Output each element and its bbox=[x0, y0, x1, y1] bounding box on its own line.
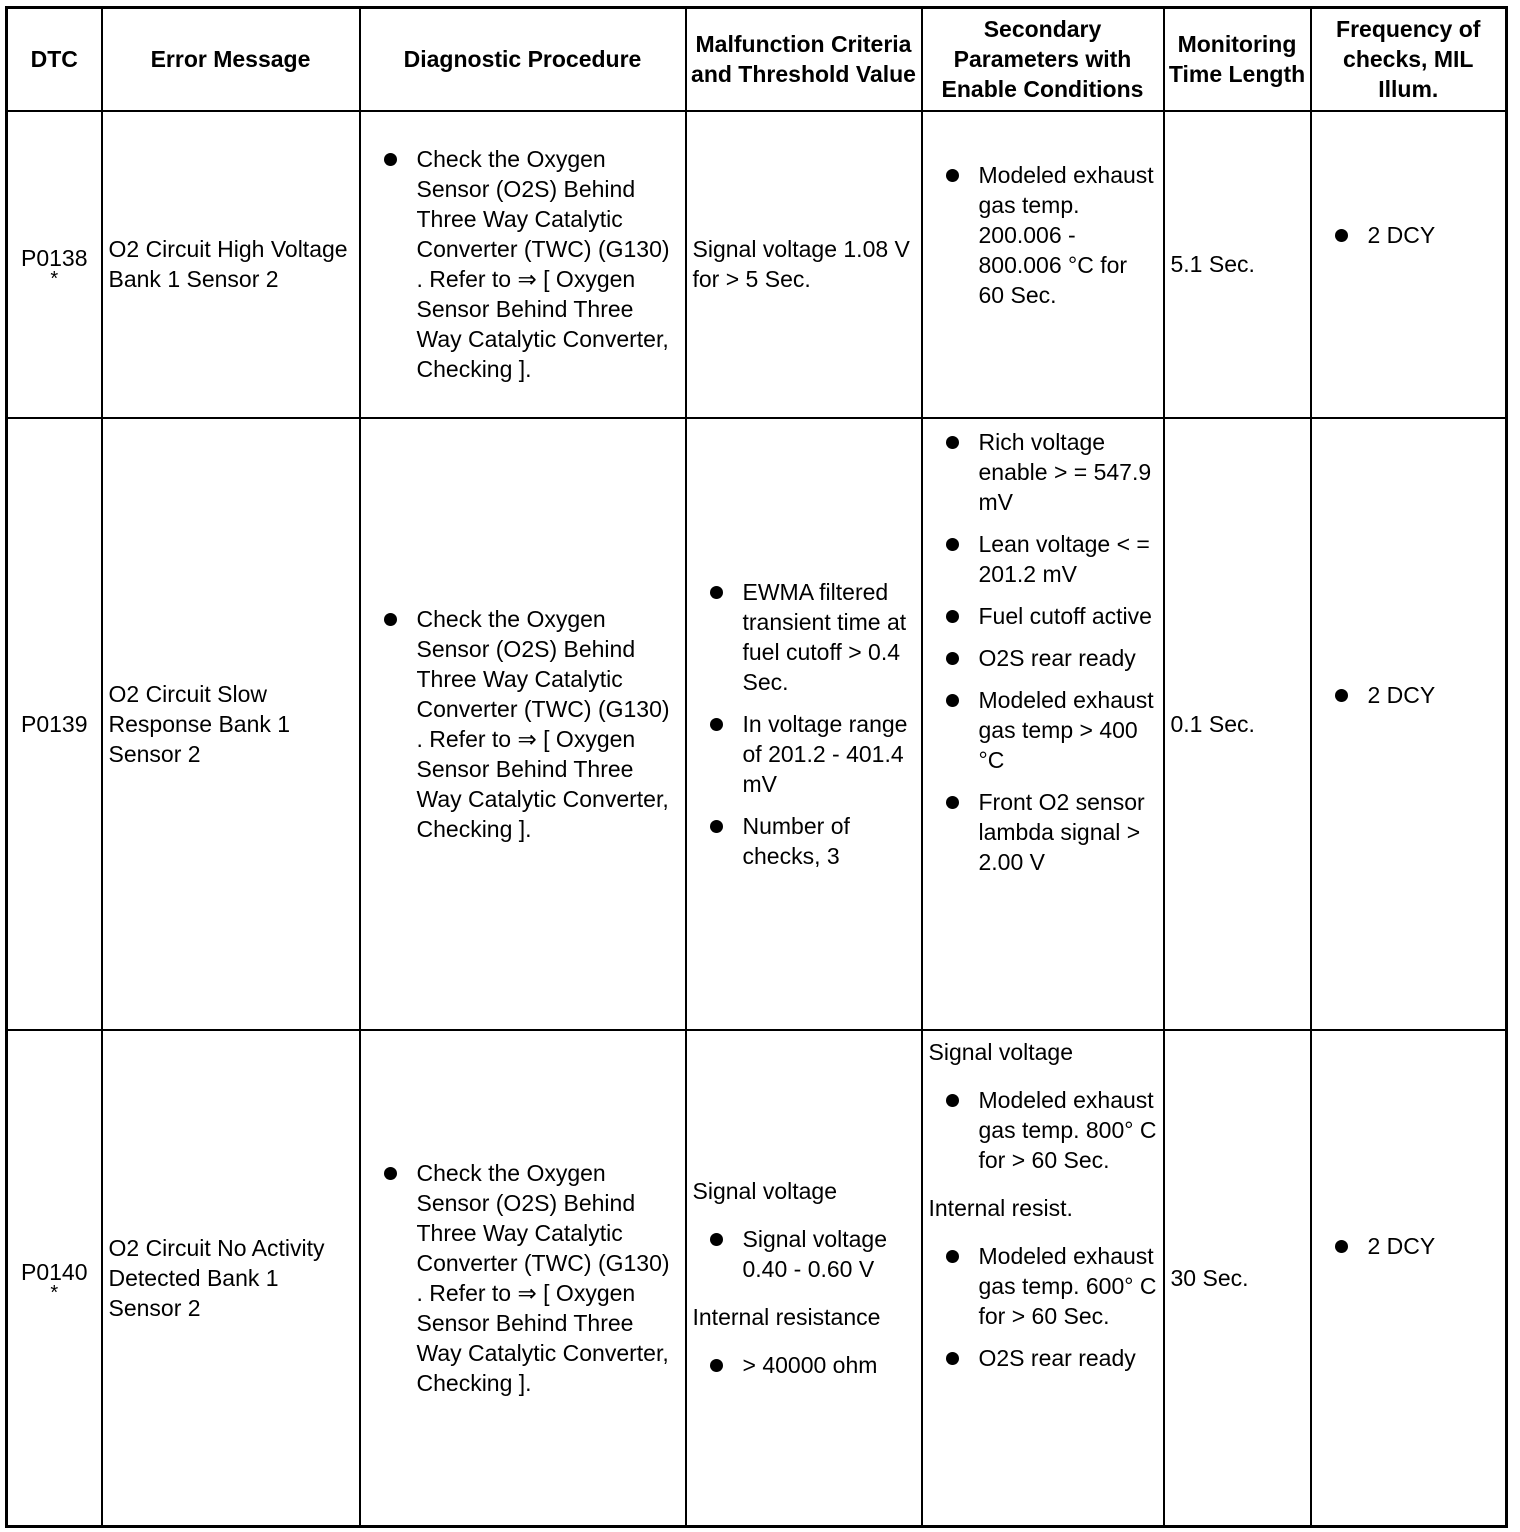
criteria-label: Internal resistance bbox=[692, 1303, 881, 1330]
frequency-item: 2 DCY bbox=[1318, 1231, 1500, 1261]
secondary-parameters-cell bbox=[922, 418, 1164, 1030]
procedure-item: Check the Oxygen Sensor (O2S) Behind Three Way Catalytic Converter (TWC) (G130) . Refer to ⇒ [ Oxygen Sensor Behind Three Way Catalytic Converter, Checking ]. bbox=[367, 144, 679, 384]
dtc-code-cell bbox=[7, 418, 102, 1030]
header-monitoring-time: Monitoring Time Length bbox=[1164, 8, 1311, 111]
criteria-item: EWMA filtered transient time at fuel cutoff > 0.4 Sec. bbox=[693, 577, 915, 697]
secondary-item: Modeled exhaust gas temp. 800° C for > 60 Sec. bbox=[929, 1085, 1157, 1175]
criteria-item: Signal voltage 0.40 - 0.60 V bbox=[693, 1224, 915, 1284]
dtc-table bbox=[5, 6, 1508, 1528]
procedure-item: Check the Oxygen Sensor (O2S) Behind Three Way Catalytic Converter (TWC) (G130) . Refer to ⇒ [ Oxygen Sensor Behind Three Way Catalytic Converter, Checking ]. bbox=[367, 1158, 679, 1398]
table-row bbox=[7, 1030, 1507, 1527]
secondary-parameters-cell bbox=[922, 1030, 1164, 1527]
criteria-item: In voltage range of 201.2 - 401.4 mV bbox=[693, 709, 915, 799]
dtc-code: P0138 bbox=[20, 245, 88, 271]
monitoring-time: 30 Sec. bbox=[1164, 1030, 1311, 1527]
header-dtc: DTC bbox=[7, 8, 102, 111]
monitoring-time: 5.1 Sec. bbox=[1164, 111, 1311, 418]
dtc-code-cell bbox=[7, 111, 102, 418]
header-diagnostic-procedure: Diagnostic Procedure bbox=[360, 8, 686, 111]
dtc-code-cell bbox=[7, 1030, 102, 1527]
header-malfunction-criteria: Malfunction Criteria and Threshold Value bbox=[686, 8, 922, 111]
secondary-item: Modeled exhaust gas temp. 200.006 - 800.006 °C for 60 Sec. bbox=[929, 160, 1157, 310]
secondary-item: Fuel cutoff active bbox=[929, 601, 1157, 631]
header-error-message: Error Message bbox=[102, 8, 360, 111]
error-message: O2 Circuit Slow Response Bank 1 Sensor 2 bbox=[102, 418, 360, 1030]
secondary-parameters-cell bbox=[922, 111, 1164, 418]
secondary-label: Internal resist. bbox=[928, 1194, 1073, 1221]
frequency-cell bbox=[1311, 418, 1507, 1030]
diagnostic-procedure-cell bbox=[360, 1030, 686, 1527]
frequency-cell bbox=[1311, 111, 1507, 418]
error-message: O2 Circuit No Activity Detected Bank 1 Sensor 2 bbox=[102, 1030, 360, 1527]
dtc-asterisk: * bbox=[50, 1281, 59, 1304]
dtc-code: P0140 bbox=[20, 1258, 88, 1285]
criteria-cell bbox=[686, 418, 922, 1030]
secondary-item: Front O2 sensor lambda signal > 2.00 V bbox=[929, 787, 1157, 877]
frequency-cell bbox=[1311, 1030, 1507, 1527]
secondary-item: Lean voltage < = 201.2 mV bbox=[929, 529, 1157, 589]
secondary-item: Modeled exhaust gas temp > 400 °C bbox=[929, 685, 1157, 775]
dtc-code: P0139 bbox=[20, 710, 88, 737]
table-row bbox=[7, 418, 1507, 1030]
diagnostic-procedure-cell bbox=[360, 418, 686, 1030]
secondary-label: Signal voltage bbox=[928, 1038, 1073, 1065]
criteria-item: > 40000 ohm bbox=[693, 1350, 915, 1380]
procedure-item: Check the Oxygen Sensor (O2S) Behind Three Way Catalytic Converter (TWC) (G130) . Refer to ⇒ [ Oxygen Sensor Behind Three Way Catalytic Converter, Checking ]. bbox=[367, 604, 679, 844]
secondary-item: Rich voltage enable > = 547.9 mV bbox=[929, 427, 1157, 517]
diagnostic-procedure-cell bbox=[360, 111, 686, 418]
table-row bbox=[7, 111, 1507, 418]
secondary-item: O2S rear ready bbox=[929, 643, 1157, 673]
frequency-item: 2 DCY bbox=[1318, 220, 1500, 250]
criteria-item: Number of checks, 3 bbox=[693, 811, 915, 871]
criteria-label: Signal voltage bbox=[692, 1177, 837, 1204]
header-row bbox=[7, 8, 1507, 111]
header-secondary-parameters: Secondary Parameters with Enable Conditions bbox=[922, 8, 1164, 111]
frequency-item: 2 DCY bbox=[1318, 680, 1500, 710]
criteria-cell bbox=[686, 1030, 922, 1527]
secondary-item: O2S rear ready bbox=[929, 1343, 1157, 1373]
dtc-asterisk: * bbox=[50, 268, 59, 290]
secondary-item: Modeled exhaust gas temp. 600° C for > 60 Sec. bbox=[929, 1241, 1157, 1331]
monitoring-time: 0.1 Sec. bbox=[1164, 418, 1311, 1030]
criteria-text: Signal voltage 1.08 V for > 5 Sec. bbox=[686, 111, 922, 418]
header-frequency: Frequency of checks, MIL Illum. bbox=[1311, 8, 1507, 111]
error-message: O2 Circuit High Voltage Bank 1 Sensor 2 bbox=[102, 111, 360, 418]
